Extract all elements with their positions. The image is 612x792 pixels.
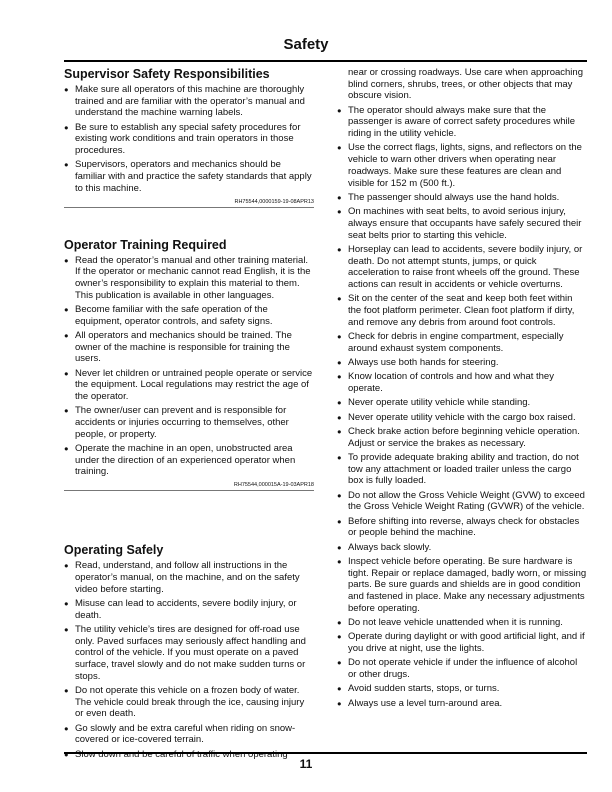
list-item: ● The utility vehicle’s tires are designed for off-road use only. Paved surfaces may seriously affect handling and control of the vehicle. If you must operate on a paved surface, travel slowly and do not make sudden turns or stops.: [64, 624, 314, 683]
list-item: ● The operator should always make sure that the passenger is aware of correct safety procedures while riding in the utility vehicle.: [337, 105, 587, 140]
list-item: ● On machines with seat belts, to avoid serious injury, always ensure that occupants have safely secured their seat belts prior to starting this vehicle.: [337, 206, 587, 241]
list-item: ● Never operate utility vehicle while standing.: [337, 397, 587, 409]
list-item: ● Always use a level turn-around area.: [337, 698, 587, 710]
list-item: ● Do not operate vehicle if under the influence of alcohol or other drugs.: [337, 657, 587, 680]
list-item: ● Avoid sudden starts, stops, or turns.: [337, 683, 587, 695]
list-item: ● Inspect vehicle before operating. Be sure hardware is tight. Repair or replace damaged, badly worn, or missing parts. Be sure guards and shields are in good condition and fastened in place. Make any necessary adjustments before operating.: [337, 556, 587, 615]
list-item: ● Supervisors, operators and mechanics should be familiar with and practice the safety standards that apply to this machine.: [64, 159, 314, 194]
left-column: [64, 67, 314, 763]
list-item: ● Check for debris in engine compartment, especially around exhaust system components.: [337, 331, 587, 354]
reference-code: RH75544,0000159-19-08APR13: [64, 199, 314, 208]
operating-list-left: [64, 560, 314, 760]
list-item: ● Read the operator’s manual and other training material. If the operator or mechanic cannot read English, it is the owner’s responsibility to explain this material to them. This publication is available in other languages.: [64, 255, 314, 302]
training-list: [64, 255, 314, 479]
footer-rule: [64, 752, 587, 754]
header-rule: [64, 60, 587, 62]
list-item: ● Read, understand, and follow all instructions in the operator’s manual, on the machine, and on the safety video before starting.: [64, 560, 314, 595]
reference-code: RH75544,000015A-19-03APR18: [64, 482, 314, 491]
list-item: ● Sit on the center of the seat and keep both feet within the foot platform perimeter. Clean foot platform if dirty, and remove any debris from around foot controls.: [337, 293, 587, 328]
list-item: ● Be sure to establish any special safety procedures for existing work conditions and train operators in those procedures.: [64, 122, 314, 157]
list-item: ● The passenger should always use the hand holds.: [337, 192, 587, 204]
list-item: ● The owner/user can prevent and is responsible for accidents or injuries occurring to themselves, other people, or property.: [64, 405, 314, 440]
list-item: ● Use the correct flags, lights, signs, and reflectors on the vehicle to warn other drivers when operating near roadways. Make sure these features are clean and visible for 152 m (500 ft.).: [337, 142, 587, 189]
list-item: ● Misuse can lead to accidents, severe bodily injury, or death.: [64, 598, 314, 621]
list-item: ● Become familiar with the safe operation of the equipment, operator controls, and safety signs.: [64, 304, 314, 327]
list-item: ● Before shifting into reverse, always check for obstacles or people behind the machine.: [337, 516, 587, 539]
list-item: ● Never let children or untrained people operate or service the equipment. Local regulations may restrict the age of the operator.: [64, 368, 314, 403]
list-item: ● All operators and mechanics should be trained. The owner of the machine is responsible for training the users.: [64, 330, 314, 365]
right-column: [337, 67, 587, 712]
list-item: ● Horseplay can lead to accidents, severe bodily injury, or death. Do not attempt stunts, jumps, or quick acceleration to raise front wheels off the ground. These actions can result in accidents or vehicle overturns.: [337, 244, 587, 291]
list-item: ● Check brake action before beginning vehicle operation. Adjust or service the brakes as necessary.: [337, 426, 587, 449]
list-item-continuation: near or crossing roadways. Use care when approaching blind corners, shrubs, trees, or other objects that may obscure vision.: [348, 67, 583, 102]
list-item: ● Operate the machine in an open, unobstructed area under the direction of an experienced operator when training.: [64, 443, 314, 478]
list-item: ● Slow down and be careful of traffic when operating: [64, 749, 314, 761]
operating-heading: Operating Safely: [64, 543, 164, 558]
list-item: ● Go slowly and be extra careful when riding on snow-covered or ice-covered terrain.: [64, 723, 314, 746]
training-heading: Operator Training Required: [64, 237, 227, 252]
list-item: ● Make sure all operators of this machine are thoroughly trained and are familiar with the operator’s manual and understand the machine warning labels.: [64, 84, 314, 119]
page-title: Safety: [283, 36, 329, 53]
list-item: ● Do not leave vehicle unattended when it is running.: [337, 617, 587, 629]
page-number: 11: [299, 757, 313, 771]
list-item: ● To provide adequate braking ability and traction, do not tow any attachment or loaded trailer unless the cargo box is fully loaded.: [337, 452, 587, 487]
list-item: ● Always back slowly.: [337, 542, 587, 554]
list-item: ● Do not operate this vehicle on a frozen body of water. The vehicle could break through the ice, causing injury or even death.: [64, 685, 314, 720]
list-item: ● Do not allow the Gross Vehicle Weight (GVW) to exceed the Gross Vehicle Weight Rating (GVWR) of the vehicle.: [337, 490, 587, 513]
list-item: ● Operate during daylight or with good artificial light, and if you drive at night, use the lights.: [337, 631, 587, 654]
list-item: ● Always use both hands for steering.: [337, 357, 587, 369]
supervisor-list: [64, 84, 314, 195]
list-item: ● Never operate utility vehicle with the cargo box raised.: [337, 412, 587, 424]
supervisor-heading: Supervisor Safety Responsibilities: [64, 67, 270, 81]
operating-list-right: [337, 67, 587, 709]
list-item: ● Know location of controls and how and what they operate.: [337, 371, 587, 394]
